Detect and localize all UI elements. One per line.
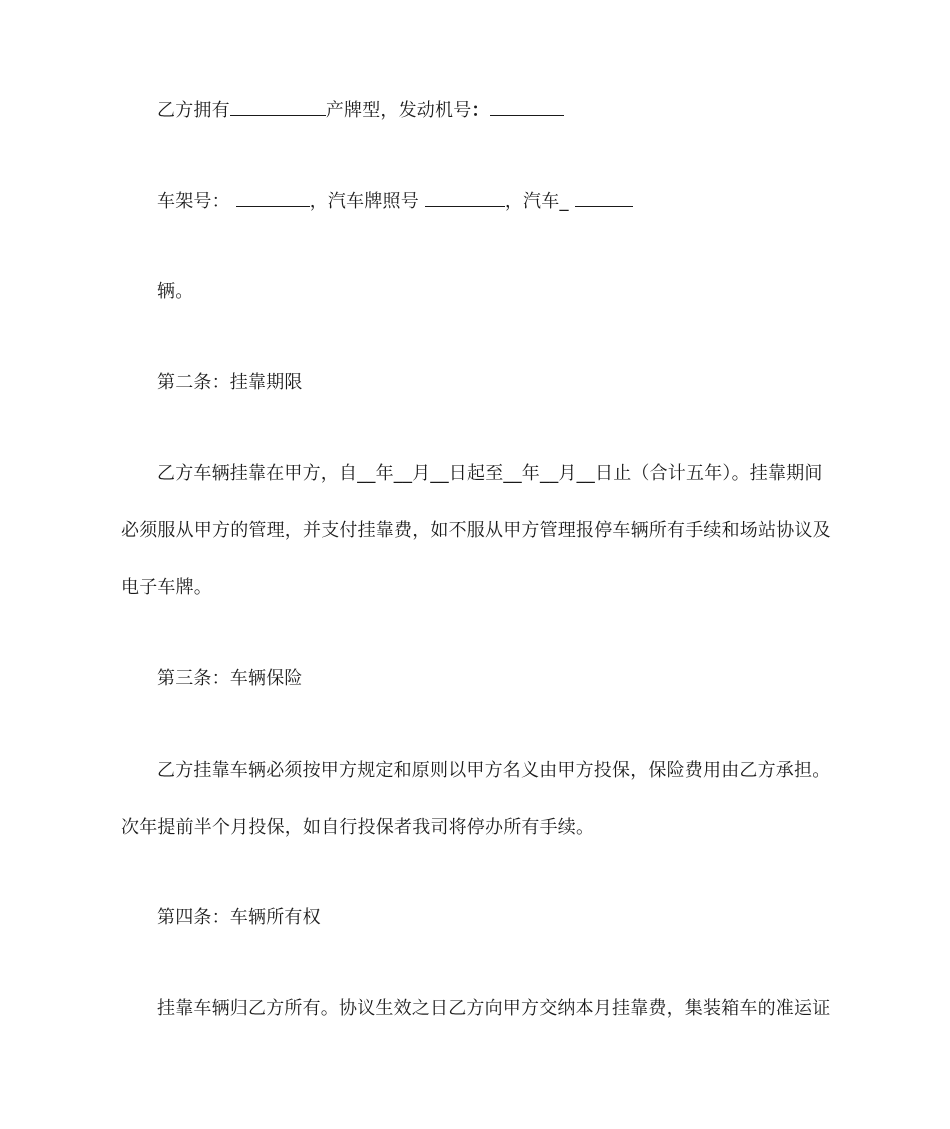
vehicle-count-blank bbox=[575, 189, 633, 207]
clause2-line-2: 必须服从甲方的管理，并支付挂靠费，如不服从甲方管理报停车辆所有手续和场站协议及 bbox=[121, 520, 831, 541]
vehicle-info-line-1 bbox=[157, 98, 877, 123]
brand-blank bbox=[230, 98, 326, 116]
engine-label: 产牌型，发动机号 bbox=[325, 100, 472, 121]
owner-label: 乙方拥有 bbox=[157, 100, 230, 121]
vehicle-count-label: ，汽车_ bbox=[504, 191, 569, 212]
engine-colon: ： bbox=[471, 100, 490, 121]
clause3-line-2: 次年提前半个月投保，如自行投保者我司将停办所有手续。 bbox=[121, 817, 595, 838]
clause3-line-1: 乙方挂靠车辆必须按甲方规定和原则以甲方名义由甲方投保，保险费用由乙方承担。 bbox=[157, 760, 831, 781]
clause4-heading: 第四条：车辆所有权 bbox=[157, 907, 321, 928]
clause2-line-1: 乙方车辆挂靠在甲方，自__年__月__日起至__年__月__日止（合计五年）。挂靠期间 bbox=[157, 463, 823, 484]
engine-number-blank bbox=[490, 98, 564, 116]
clause4-line-1: 挂靠车辆归乙方所有。协议生效之日乙方向甲方交纳本月挂靠费，集装箱车的准运证 bbox=[157, 998, 831, 1019]
plate-number-blank bbox=[425, 189, 505, 207]
clause2-line-3: 电子车牌。 bbox=[121, 577, 212, 598]
plate-label: ，汽车牌照号 bbox=[309, 191, 419, 212]
vehicle-info-line-2 bbox=[157, 189, 877, 214]
frame-label: 车架号： bbox=[157, 191, 230, 212]
vehicle-info-line-3: 辆。 bbox=[157, 281, 194, 302]
clause3-heading: 第三条：车辆保险 bbox=[157, 668, 303, 689]
clause2-heading: 第二条：挂靠期限 bbox=[157, 372, 303, 393]
frame-number-blank bbox=[236, 189, 310, 207]
